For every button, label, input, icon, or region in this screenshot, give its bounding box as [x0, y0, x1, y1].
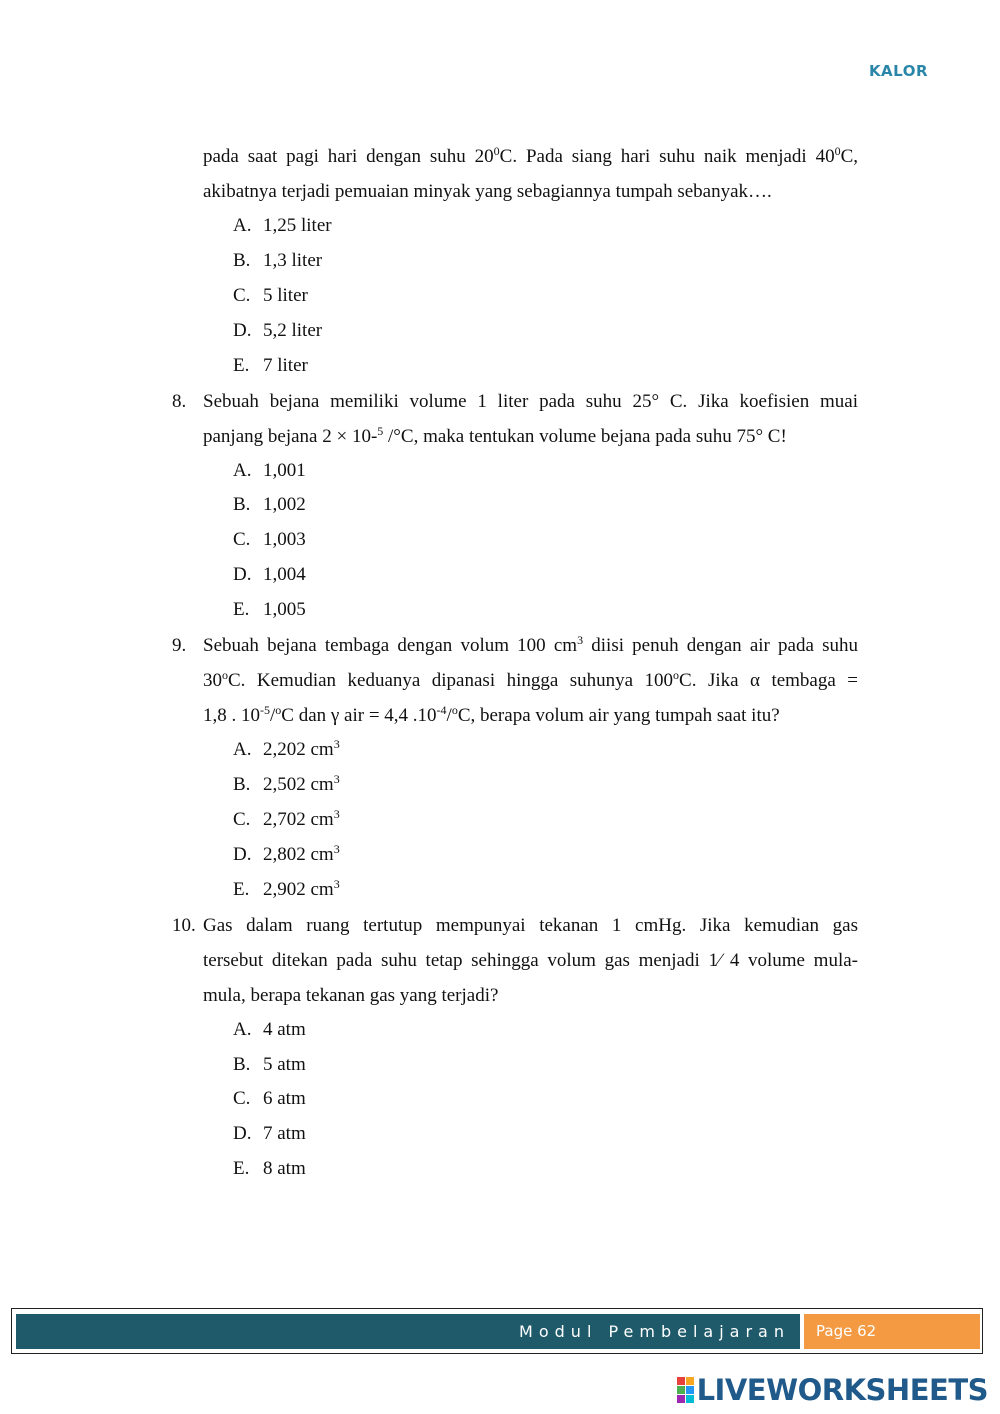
option-item[interactable]: D. 2,802 $cm^3$ [233, 841, 340, 865]
option-item[interactable]: C. 2,702 $cm^3$ [233, 806, 340, 830]
q10-options [172, 1013, 858, 1188]
question-10 [172, 908, 858, 1013]
option-item[interactable]: B. 1,002 [233, 494, 306, 516]
option-item[interactable]: B. 2,502 $cm^3$ [233, 771, 340, 795]
q7-options [172, 209, 858, 384]
q8-text-line-2: panjang bejana 2 × 10-$^5$ /°C, maka tentukan volume bejana pada suhu 75° C! [203, 423, 787, 447]
q9-text-line-2: 30$^o$C. Kemudian keduanya dipanasi hingga suhunya 100$^o$C. Jika α tembaga = [203, 668, 858, 692]
option-item[interactable]: B. 5 atm [233, 1053, 306, 1075]
option-item[interactable]: C. 6 atm [233, 1088, 306, 1110]
q9-text-line-3: 1,8 . $10^{-5}/^oC$ dan γ air = 4,4 $.10^{-4}/^oC$, berapa volum air yang tumpah saat itu? [203, 703, 780, 727]
option-item[interactable]: D. 5,2 liter [233, 319, 323, 341]
q9-text-line-1: Sebuah bejana tembaga dengan volum 100 $cm^3$ diisi penuh dengan air pada suhu [203, 633, 858, 657]
question-number: 10. [172, 914, 196, 936]
q10-text-line-1: Gas dalam ruang tertutup mempunyai tekanan 1 cmHg. Jika kemudian gas [203, 914, 858, 936]
option-item[interactable]: C. 5 liter [233, 284, 308, 306]
q8-text-line-1: Sebuah bejana memiliki volume 1 liter pada suhu 25° C. Jika koefisien muai [203, 390, 858, 412]
footer-page-number: Page 62 [804, 1314, 980, 1349]
question-number: 8. [172, 390, 187, 412]
option-item[interactable]: A. 4 atm [233, 1018, 306, 1040]
liveworksheets-watermark[interactable] [677, 1372, 988, 1408]
worksheet-content [172, 139, 858, 1187]
option-item[interactable]: D. 7 atm [233, 1123, 306, 1145]
watermark-text: LIVEWORKSHEETS [696, 1373, 988, 1407]
option-item[interactable]: A. 1,001 [233, 459, 306, 481]
question-8 [172, 384, 858, 454]
option-item[interactable]: C. 1,003 [233, 529, 306, 551]
q7-text-line-2: akibatnya terjadi pemuaian minyak yang sebagiannya tumpah sebanyak…. [203, 181, 772, 202]
option-item[interactable]: D. 1,004 [233, 564, 306, 586]
option-item[interactable]: A. 1,25 liter [233, 215, 332, 236]
option-item[interactable]: A. 2,202 $cm^3$ [233, 737, 340, 761]
footer-module-label: Modul Pembelajaran [16, 1314, 800, 1349]
q7-text-line-1: pada saat pagi hari dengan suhu $20^0C$. Pada siang hari suhu naik menjadi $40^0C$, [203, 144, 859, 167]
option-item[interactable]: E. 1,005 [233, 599, 306, 621]
question-number: 9. [172, 635, 187, 657]
option-item[interactable]: E. 8 atm [233, 1158, 306, 1180]
q9-options [172, 733, 858, 908]
q10-text-line-2: tersebut ditekan pada suhu tetap sehingga volum gas menjadi 1⁄ 4 volume mula- [203, 949, 858, 971]
header-title: KALOR [868, 62, 928, 80]
q8-options [172, 454, 858, 629]
question-9 [172, 628, 858, 733]
liveworksheets-logo-icon [677, 1377, 694, 1403]
option-item[interactable]: B. 1,3 liter [233, 249, 323, 271]
q10-text-line-3: mula, berapa tekanan gas yang terjadi? [203, 984, 499, 1006]
option-item[interactable]: E. 7 liter [233, 354, 308, 376]
option-item[interactable]: E. 2,902 $cm^3$ [233, 876, 340, 900]
